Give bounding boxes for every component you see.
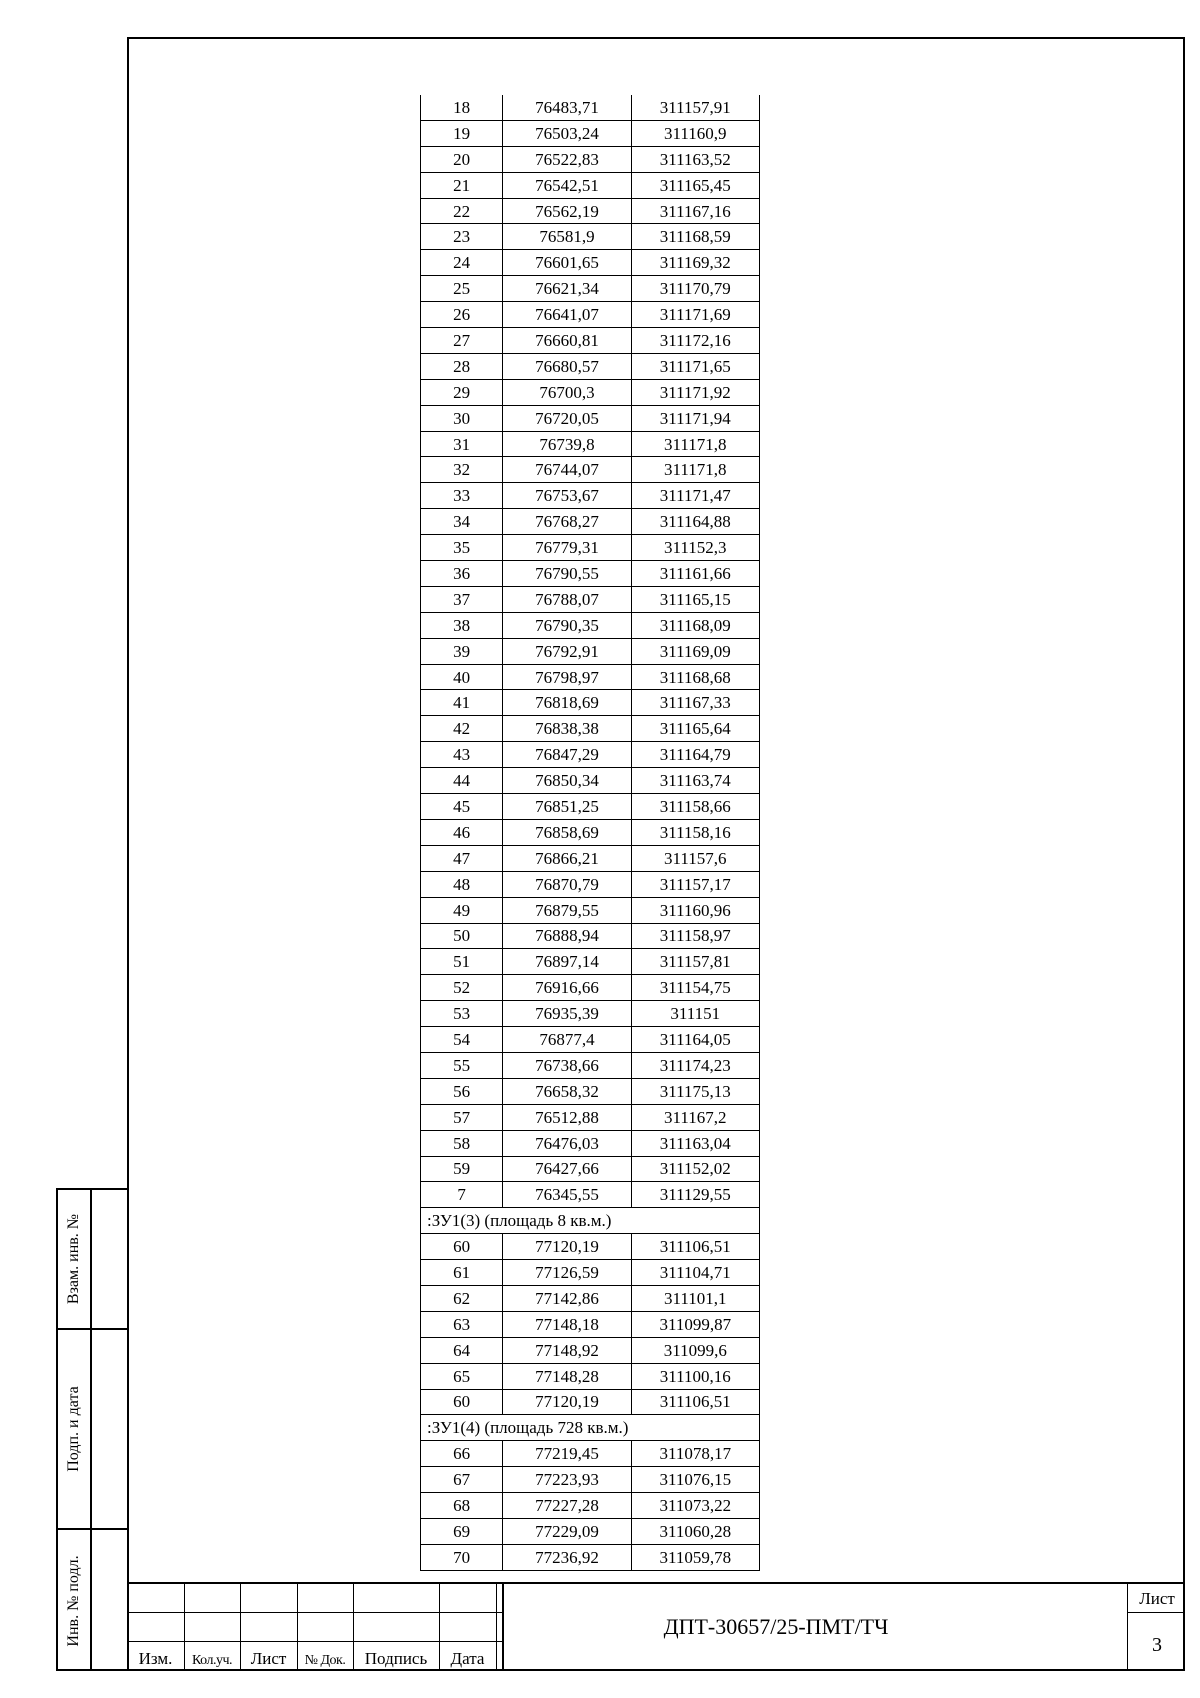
x-coordinate: 77126,59 [503, 1260, 631, 1286]
x-coordinate: 76542,51 [503, 172, 631, 198]
x-coordinate: 76660,81 [503, 328, 631, 354]
x-coordinate: 76870,79 [503, 871, 631, 897]
y-coordinate: 311167,16 [631, 198, 759, 224]
point-number: 54 [421, 1027, 503, 1053]
x-coordinate: 76877,4 [503, 1027, 631, 1053]
x-coordinate: 76790,55 [503, 561, 631, 587]
y-coordinate: 311167,33 [631, 690, 759, 716]
x-coordinate: 76847,29 [503, 742, 631, 768]
y-coordinate: 311164,05 [631, 1027, 759, 1053]
x-coordinate: 77148,28 [503, 1363, 631, 1389]
y-coordinate: 311171,92 [631, 379, 759, 405]
point-number: 37 [421, 586, 503, 612]
table-row [421, 535, 760, 561]
side-stamp-strip [56, 1188, 127, 1671]
point-number: 22 [421, 198, 503, 224]
table-row [421, 1493, 760, 1519]
x-coordinate: 76850,34 [503, 768, 631, 794]
coordinates-table-body [421, 95, 760, 1570]
x-coordinate: 76680,57 [503, 353, 631, 379]
y-coordinate: 311167,2 [631, 1104, 759, 1130]
y-coordinate: 311169,09 [631, 638, 759, 664]
table-row [421, 1156, 760, 1182]
x-coordinate: 76601,65 [503, 250, 631, 276]
table-row [421, 975, 760, 1001]
y-coordinate: 311163,04 [631, 1130, 759, 1156]
point-number: 23 [421, 224, 503, 250]
table-row [421, 742, 760, 768]
y-coordinate: 311099,6 [631, 1337, 759, 1363]
x-coordinate: 77148,18 [503, 1311, 631, 1337]
y-coordinate: 311168,59 [631, 224, 759, 250]
point-number: 43 [421, 742, 503, 768]
point-number: 64 [421, 1337, 503, 1363]
x-coordinate: 76621,34 [503, 276, 631, 302]
point-number: 44 [421, 768, 503, 794]
table-row [421, 146, 760, 172]
sheet-label: Лист [1139, 1589, 1175, 1608]
point-number: 61 [421, 1260, 503, 1286]
table-row [421, 198, 760, 224]
table-row [421, 923, 760, 949]
tb-header-izm: Изм. [138, 1649, 173, 1668]
table-row [421, 1467, 760, 1493]
x-coordinate: 76581,9 [503, 224, 631, 250]
table-row [421, 1285, 760, 1311]
y-coordinate: 311152,02 [631, 1156, 759, 1182]
table-row [421, 1337, 760, 1363]
side-cell-vzam [58, 1190, 127, 1330]
table-row [421, 1518, 760, 1544]
point-number: 57 [421, 1104, 503, 1130]
y-coordinate: 311157,81 [631, 949, 759, 975]
x-coordinate: 77120,19 [503, 1234, 631, 1260]
x-coordinate: 77236,92 [503, 1544, 631, 1570]
y-coordinate: 311100,16 [631, 1363, 759, 1389]
point-number: 27 [421, 328, 503, 354]
table-row [421, 172, 760, 198]
y-coordinate: 311165,64 [631, 716, 759, 742]
x-coordinate: 76476,03 [503, 1130, 631, 1156]
point-number: 33 [421, 483, 503, 509]
x-coordinate: 76790,35 [503, 612, 631, 638]
x-coordinate: 76483,71 [503, 95, 631, 120]
tb-header-podpis: Подпись [364, 1649, 428, 1668]
table-row [421, 845, 760, 871]
x-coordinate: 76916,66 [503, 975, 631, 1001]
x-coordinate: 76792,91 [503, 638, 631, 664]
section-title: :ЗУ1(3) (площадь 8 кв.м.) [421, 1208, 760, 1234]
table-row [421, 431, 760, 457]
table-row [421, 1544, 760, 1570]
y-coordinate: 311151 [631, 1001, 759, 1027]
point-number: 58 [421, 1130, 503, 1156]
table-row [421, 457, 760, 483]
side-label-inv: Инв. № подл. [65, 1554, 82, 1647]
y-coordinate: 311099,87 [631, 1311, 759, 1337]
x-coordinate: 76700,3 [503, 379, 631, 405]
point-number: 51 [421, 949, 503, 975]
coordinates-table [420, 95, 760, 1571]
x-coordinate: 76798,97 [503, 664, 631, 690]
x-coordinate: 76562,19 [503, 198, 631, 224]
point-number: 31 [421, 431, 503, 457]
point-number: 32 [421, 457, 503, 483]
side-cell-podp [58, 1330, 127, 1530]
x-coordinate: 76720,05 [503, 405, 631, 431]
table-row [421, 1441, 760, 1467]
y-coordinate: 311175,13 [631, 1078, 759, 1104]
y-coordinate: 311164,88 [631, 509, 759, 535]
side-label-vzam: Взам. инв. № [65, 1213, 82, 1305]
side-cell-inv [58, 1530, 127, 1671]
x-coordinate: 76641,07 [503, 302, 631, 328]
table-row [421, 638, 760, 664]
point-number: 68 [421, 1493, 503, 1519]
x-coordinate: 76879,55 [503, 897, 631, 923]
y-coordinate: 311163,52 [631, 146, 759, 172]
point-number: 26 [421, 302, 503, 328]
table-row [421, 664, 760, 690]
section-row [421, 1208, 760, 1234]
y-coordinate: 311158,66 [631, 794, 759, 820]
x-coordinate: 76738,66 [503, 1052, 631, 1078]
point-number: 24 [421, 250, 503, 276]
table-row [421, 819, 760, 845]
x-coordinate: 76768,27 [503, 509, 631, 535]
point-number: 40 [421, 664, 503, 690]
table-row [421, 897, 760, 923]
y-coordinate: 311165,15 [631, 586, 759, 612]
point-number: 46 [421, 819, 503, 845]
point-number: 63 [421, 1311, 503, 1337]
section-row [421, 1415, 760, 1441]
table-row [421, 1001, 760, 1027]
tb-header-kol-uch: Кол.уч. [192, 1653, 232, 1668]
table-row [421, 768, 760, 794]
table-row [421, 379, 760, 405]
y-coordinate: 311169,32 [631, 250, 759, 276]
table-row [421, 561, 760, 587]
x-coordinate: 76739,8 [503, 431, 631, 457]
point-number: 69 [421, 1518, 503, 1544]
table-row [421, 224, 760, 250]
x-coordinate: 76744,07 [503, 457, 631, 483]
y-coordinate: 311174,23 [631, 1052, 759, 1078]
point-number: 36 [421, 561, 503, 587]
y-coordinate: 311157,17 [631, 871, 759, 897]
point-number: 53 [421, 1001, 503, 1027]
table-row [421, 250, 760, 276]
x-coordinate: 77219,45 [503, 1441, 631, 1467]
table-row [421, 1052, 760, 1078]
tb-header-data: Дата [450, 1649, 485, 1668]
table-row [421, 509, 760, 535]
point-number: 65 [421, 1363, 503, 1389]
table-row [421, 1260, 760, 1286]
x-coordinate: 76345,55 [503, 1182, 631, 1208]
x-coordinate: 76935,39 [503, 1001, 631, 1027]
y-coordinate: 311158,97 [631, 923, 759, 949]
y-coordinate: 311157,91 [631, 95, 759, 120]
x-coordinate: 76512,88 [503, 1104, 631, 1130]
point-number: 52 [421, 975, 503, 1001]
tb-header-n-dok: № Док. [304, 1653, 346, 1668]
x-coordinate: 76858,69 [503, 819, 631, 845]
y-coordinate: 311171,47 [631, 483, 759, 509]
point-number: 29 [421, 379, 503, 405]
table-row [421, 794, 760, 820]
table-row [421, 405, 760, 431]
point-number: 56 [421, 1078, 503, 1104]
point-number: 25 [421, 276, 503, 302]
point-number: 18 [421, 95, 503, 120]
table-row [421, 120, 760, 146]
y-coordinate: 311106,51 [631, 1389, 759, 1415]
point-number: 34 [421, 509, 503, 535]
table-row [421, 1311, 760, 1337]
point-number: 66 [421, 1441, 503, 1467]
point-number: 50 [421, 923, 503, 949]
table-row [421, 328, 760, 354]
point-number: 45 [421, 794, 503, 820]
y-coordinate: 311158,16 [631, 819, 759, 845]
y-coordinate: 311104,71 [631, 1260, 759, 1286]
y-coordinate: 311060,28 [631, 1518, 759, 1544]
sheet-number: 3 [1152, 1634, 1162, 1656]
x-coordinate: 76503,24 [503, 120, 631, 146]
side-label-podp: Подп. и дата [65, 1386, 82, 1472]
point-number: 35 [421, 535, 503, 561]
document-code: ДПТ-30657/25-ПМТ/ТЧ [663, 1614, 889, 1639]
table-row [421, 1078, 760, 1104]
y-coordinate: 311152,3 [631, 535, 759, 561]
table-row [421, 1104, 760, 1130]
y-coordinate: 311168,09 [631, 612, 759, 638]
x-coordinate: 77120,19 [503, 1389, 631, 1415]
x-coordinate: 77148,92 [503, 1337, 631, 1363]
point-number: 41 [421, 690, 503, 716]
point-number: 55 [421, 1052, 503, 1078]
point-number: 38 [421, 612, 503, 638]
point-number: 19 [421, 120, 503, 146]
y-coordinate: 311171,94 [631, 405, 759, 431]
point-number: 70 [421, 1544, 503, 1570]
point-number: 20 [421, 146, 503, 172]
y-coordinate: 311163,74 [631, 768, 759, 794]
y-coordinate: 311059,78 [631, 1544, 759, 1570]
point-number: 49 [421, 897, 503, 923]
point-number: 59 [421, 1156, 503, 1182]
x-coordinate: 77142,86 [503, 1285, 631, 1311]
y-coordinate: 311168,68 [631, 664, 759, 690]
y-coordinate: 311078,17 [631, 1441, 759, 1467]
table-row [421, 871, 760, 897]
y-coordinate: 311171,65 [631, 353, 759, 379]
y-coordinate: 311172,16 [631, 328, 759, 354]
x-coordinate: 77229,09 [503, 1518, 631, 1544]
point-number: 60 [421, 1234, 503, 1260]
x-coordinate: 77223,93 [503, 1467, 631, 1493]
y-coordinate: 311170,79 [631, 276, 759, 302]
point-number: 7 [421, 1182, 503, 1208]
point-number: 42 [421, 716, 503, 742]
point-number: 28 [421, 353, 503, 379]
table-row [421, 353, 760, 379]
y-coordinate: 311171,8 [631, 431, 759, 457]
x-coordinate: 76838,38 [503, 716, 631, 742]
y-coordinate: 311165,45 [631, 172, 759, 198]
table-row [421, 276, 760, 302]
point-number: 48 [421, 871, 503, 897]
y-coordinate: 311160,9 [631, 120, 759, 146]
x-coordinate: 76897,14 [503, 949, 631, 975]
x-coordinate: 76851,25 [503, 794, 631, 820]
y-coordinate: 311073,22 [631, 1493, 759, 1519]
y-coordinate: 311076,15 [631, 1467, 759, 1493]
point-number: 21 [421, 172, 503, 198]
table-row [421, 1182, 760, 1208]
table-row [421, 586, 760, 612]
table-row [421, 483, 760, 509]
section-title: :ЗУ1(4) (площадь 728 кв.м.) [421, 1415, 760, 1441]
table-row [421, 690, 760, 716]
y-coordinate: 311101,1 [631, 1285, 759, 1311]
point-number: 47 [421, 845, 503, 871]
y-coordinate: 311171,69 [631, 302, 759, 328]
y-coordinate: 311171,8 [631, 457, 759, 483]
table-row [421, 95, 760, 120]
title-block [127, 1582, 1185, 1671]
table-row [421, 1130, 760, 1156]
y-coordinate: 311160,96 [631, 897, 759, 923]
y-coordinate: 311164,79 [631, 742, 759, 768]
table-row [421, 1027, 760, 1053]
x-coordinate: 77227,28 [503, 1493, 631, 1519]
x-coordinate: 76753,67 [503, 483, 631, 509]
y-coordinate: 311161,66 [631, 561, 759, 587]
point-number: 60 [421, 1389, 503, 1415]
table-row [421, 949, 760, 975]
x-coordinate: 76427,66 [503, 1156, 631, 1182]
x-coordinate: 76779,31 [503, 535, 631, 561]
point-number: 30 [421, 405, 503, 431]
table-row [421, 612, 760, 638]
y-coordinate: 311106,51 [631, 1234, 759, 1260]
table-row [421, 1363, 760, 1389]
table-row [421, 302, 760, 328]
x-coordinate: 76818,69 [503, 690, 631, 716]
x-coordinate: 76866,21 [503, 845, 631, 871]
x-coordinate: 76788,07 [503, 586, 631, 612]
y-coordinate: 311157,6 [631, 845, 759, 871]
x-coordinate: 76658,32 [503, 1078, 631, 1104]
y-coordinate: 311154,75 [631, 975, 759, 1001]
tb-header-list: Лист [250, 1649, 287, 1668]
point-number: 62 [421, 1285, 503, 1311]
table-row [421, 1389, 760, 1415]
x-coordinate: 76522,83 [503, 146, 631, 172]
point-number: 39 [421, 638, 503, 664]
point-number: 67 [421, 1467, 503, 1493]
x-coordinate: 76888,94 [503, 923, 631, 949]
y-coordinate: 311129,55 [631, 1182, 759, 1208]
table-row [421, 716, 760, 742]
table-row [421, 1234, 760, 1260]
